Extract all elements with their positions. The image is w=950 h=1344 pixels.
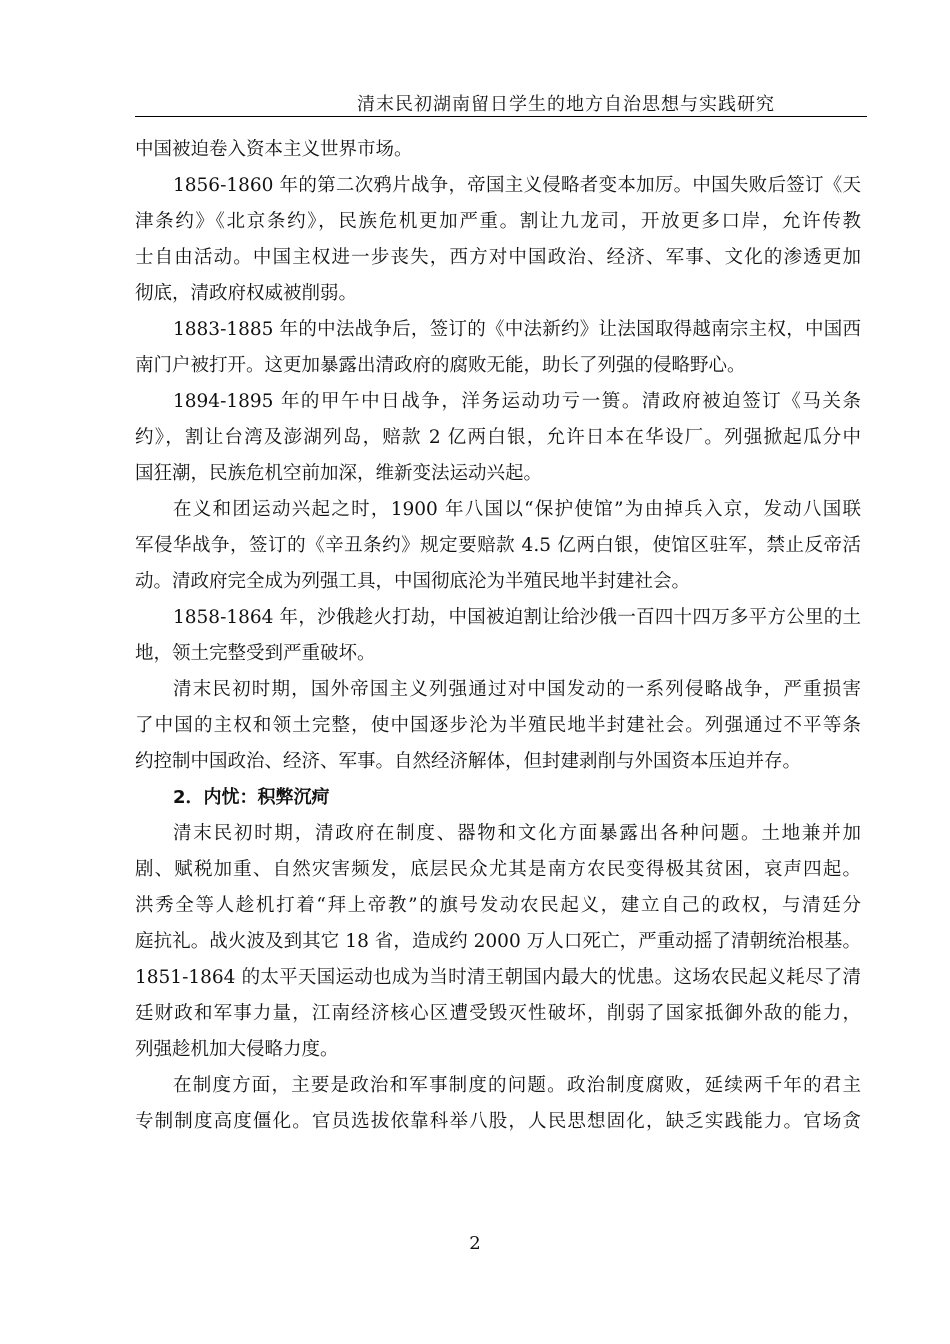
text-line: 清末民初时期，国外帝国主义列强通过对中国发动的一系列侵略战争，严重损害 (173, 679, 861, 700)
text-line: 约》，割让台湾及澎湖列岛，赔款 2 亿两白银，允许日本在华设厂。列强掀起瓜分中 (135, 427, 861, 448)
text-line: 专制制度高度僵化。官员选拔依靠科举八股，人民思想固化，缺乏实践能力。官场贪 (135, 1111, 861, 1132)
text-line: 地，领土完整受到严重破坏。 (135, 643, 376, 664)
text-line: 约控制中国政治、经济、军事。自然经济解体，但封建剥削与外国资本压迫并存。 (135, 751, 802, 772)
text-line: 洪秀全等人趁机打着“拜上帝教”的旗号发动农民起义，建立自己的政权，与清廷分 (135, 895, 861, 916)
text-line: 剧、赋税加重、自然灾害频发，底层民众尤其是南方农民变得极其贫困，哀声四起。 (135, 859, 861, 880)
text-line: 津条约》《北京条约》，民族危机更加严重。割让九龙司，开放更多口岸，允许传教 (135, 211, 861, 232)
running-header (135, 88, 867, 117)
text-line: 南门户被打开。这更加暴露出清政府的腐败无能，助长了列强的侵略野心。 (135, 355, 746, 376)
body-text (135, 132, 861, 1140)
text-line: 庭抗礼。战火波及到其它 18 省，造成约 2000 万人口死亡，严重动摇了清朝统治根基。 (135, 931, 861, 952)
text-line: 1858-1864 年，沙俄趁火打劫，中国被迫割让给沙俄一百四十四万多平方公里的土 (173, 607, 861, 628)
text-line: 1851-1864 的太平天国运动也成为当时清王朝国内最大的忧患。这场农民起义耗尽了清 (135, 967, 861, 988)
text-line: 中国被迫卷入资本主义世界市场。 (135, 139, 413, 160)
header-title: 清末民初湖南留日学生的地方自治思想与实践研究 (357, 94, 775, 115)
page-number: 2 (469, 1233, 481, 1254)
section-heading: 2．内忧：积弊沉疴 (173, 787, 330, 808)
text-line: 列强趁机加大侵略力度。 (135, 1039, 339, 1060)
text-line: 清末民初时期，清政府在制度、器物和文化方面暴露出各种问题。土地兼并加 (173, 823, 861, 844)
text-line: 国狂潮，民族危机空前加深，维新变法运动兴起。 (135, 463, 543, 484)
text-line: 在制度方面，主要是政治和军事制度的问题。政治制度腐败，延续两千年的君主 (173, 1075, 861, 1096)
text-line: 动。清政府完全成为列强工具，中国彻底沦为半殖民地半封建社会。 (135, 571, 691, 592)
text-line: 1883-1885 年的中法战争后，签订的《中法新约》让法国取得越南宗主权，中国西 (173, 319, 861, 340)
text-line: 军侵华战争，签订的《辛丑条约》规定要赔款 4.5 亿两白银，使馆区驻军，禁止反帝活 (135, 535, 861, 556)
text-line: 彻底，清政府权威被削弱。 (135, 283, 358, 304)
text-line: 廷财政和军事力量，江南经济核心区遭受毁灭性破坏，削弱了国家抵御外敌的能力， (135, 1003, 861, 1024)
text-line: 1856-1860 年的第二次鸦片战争，帝国主义侵略者变本加厉。中国失败后签订《天 (173, 175, 861, 196)
text-line: 在义和团运动兴起之时，1900 年八国以“保护使馆”为由掉兵入京，发动八国联 (173, 499, 861, 520)
text-line: 1894-1895 年的甲午中日战争，洋务运动功亏一篑。清政府被迫签订《马关条 (173, 391, 861, 412)
text-line: 士自由活动。中国主权进一步丧失，西方对中国政治、经济、军事、文化的渗透更加 (135, 247, 861, 268)
text-line: 了中国的主权和领土完整，使中国逐步沦为半殖民地半封建社会。列强通过不平等条 (135, 715, 861, 736)
